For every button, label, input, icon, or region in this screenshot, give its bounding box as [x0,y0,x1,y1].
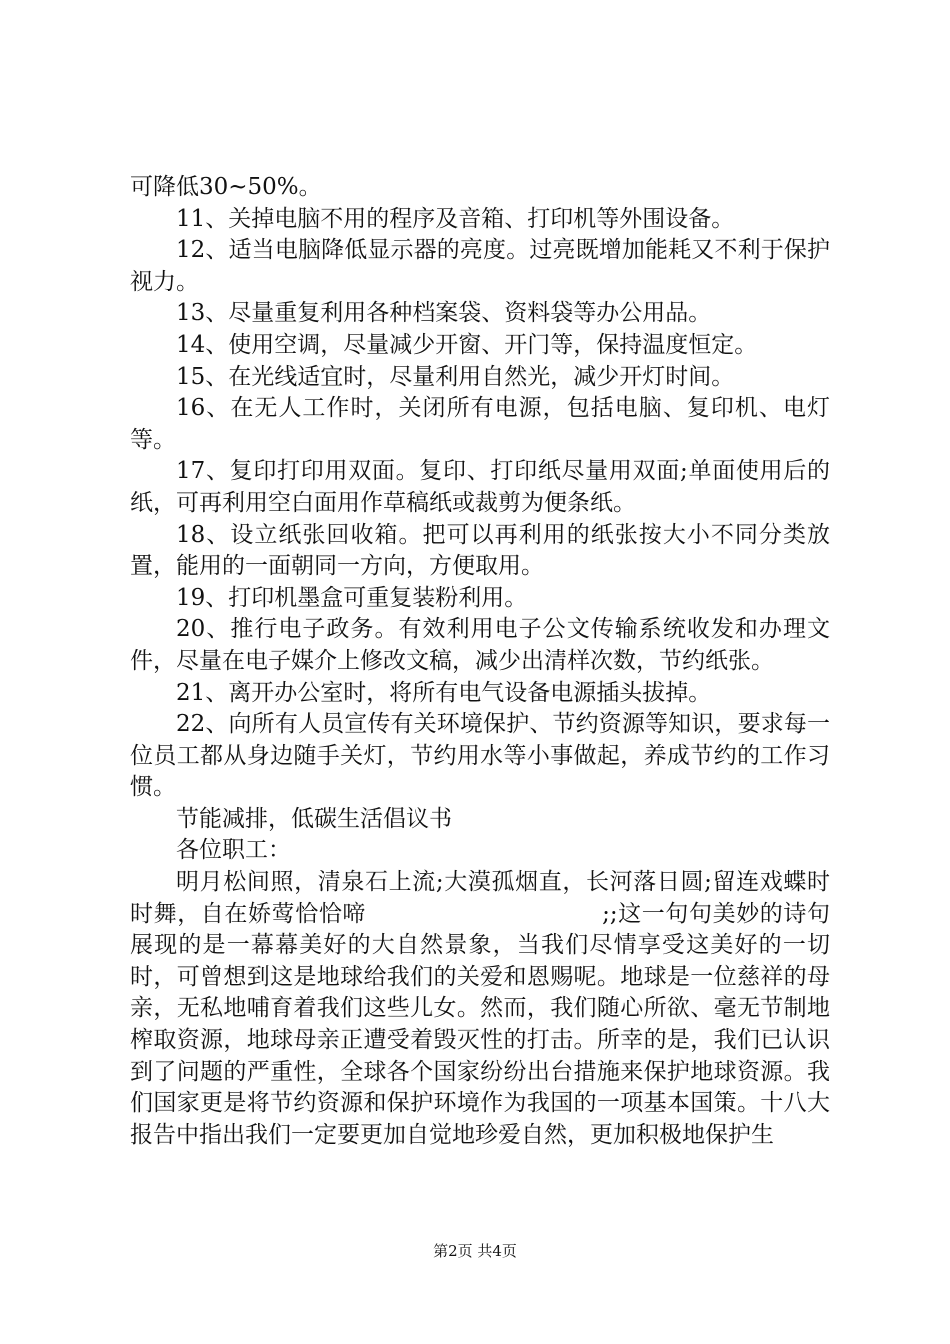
paragraph-item-15: 15、在光线适宜时，尽量利用自然光，减少开灯时间。 [176,363,735,390]
proposal-body-paragraph: 明月松间照，清泉石上流;大漠孤烟直，长河落日圆;留连戏蝶时时舞，自在娇莺恰恰啼 ;;这一句句美妙的诗句展现的是一幕幕美好的大自然景象，当我们尽情享受这美好的一切时，可曾想到这是地球给我们的关爱和恩赐呢。地球是一位慈祥的母亲，无私地哺育着我们这些儿女。然而，我们随心所欲、毫无节制地榨取资源，地球母亲正遭受着毁灭性的打击。所幸的是，我们已认识到了问题的严重性，全球各个国家纷纷出台措施来保护地球资源。我们国家更是将节约资源和保护环境作为我国的一项基本国策。十八大报告中指出我们一定要更加自觉地珍爱自然，更加积极地保护生 [130,869,830,1148]
paragraph-item-18: 18、设立纸张回收箱。把可以再利用的纸张按大小不同分类放置，能用的一面朝同一方向，方便取用。 [130,521,830,580]
paragraph-item-11: 11、关掉电脑不用的程序及音箱、打印机等外围设备。 [176,205,735,232]
paragraph-item-12: 12、适当电脑降低显示器的亮度。过亮既增加能耗又不利于保护视力。 [130,237,830,295]
paragraph-continuation: 可降低30~50%。 [130,174,322,200]
salutation: 各位职工： [176,837,291,864]
paragraph-item-16: 16、在无人工作时，关闭所有电源，包括电脑、复印机、电灯等。 [130,395,830,453]
paragraph-item-22: 22、向所有人员宣传有关环境保护、节约资源等知识，要求每一位员工都从身边随手关灯，节约用水等小事做起，养成节约的工作习惯。 [130,711,830,801]
paragraph-item-13: 13、尽量重复利用各种档案袋、资料袋等办公用品。 [176,300,712,327]
paragraph-item-14: 14、使用空调，尽量减少开窗、开门等，保持温度恒定。 [176,331,758,358]
paragraph-item-17: 17、复印打印用双面。复印、打印纸尽量用双面;单面使用后的纸，可再利用空白面用作草稿纸或裁剪为便条纸。 [130,458,830,516]
paragraph-item-20: 20、推行电子政务。有效利用电子公文传输系统收发和办理文件，尽量在电子媒介上修改文稿，减少出清样次数，节约纸张。 [130,616,830,674]
paragraph-item-21: 21、离开办公室时，将所有电气设备电源插头拔掉。 [176,679,712,706]
page-number-footer: 第2页 共4页 [433,1242,517,1260]
proposal-title: 节能减排，低碳生活倡议书 [176,805,452,832]
paragraph-item-19: 19、打印机墨盒可重复装粉利用。 [176,584,528,611]
document-body [130,172,830,1151]
